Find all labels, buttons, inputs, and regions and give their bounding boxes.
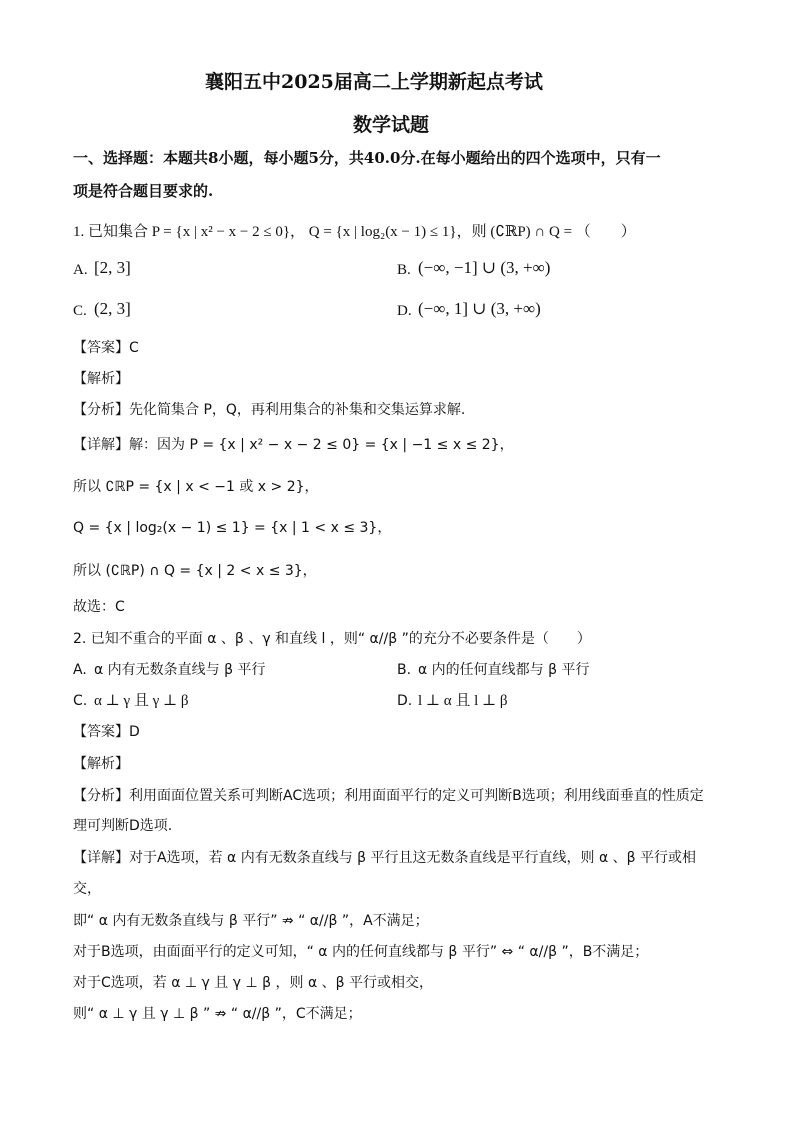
q1-option-c-label: C. — [73, 303, 87, 319]
q2-detail-line: 对于B选项，由面面平行的定义可知，“ α 内的任何直线都与 β 平行” ⇔ “ α//β ”，B不满足； — [73, 944, 649, 960]
q1-detail-line: 所以 ∁ℝP = {x | x < −1 或 x > 2}， — [73, 479, 319, 495]
q2-jiexi: 【解析】 — [73, 756, 129, 772]
q1-detail-line: 所以 (∁ℝP) ∩ Q = {x | 2 < x ≤ 3}， — [73, 563, 317, 579]
q2-option-a: α 内有无数条直线与 β 平行 — [94, 662, 266, 678]
q1-analysis: 【分析】先化简集合 P，Q，再利用集合的补集和交集运算求解. — [73, 402, 466, 418]
q1-option-a: [2, 3] — [94, 258, 131, 277]
q2-option-b: α 内的任何直线都与 β 平行 — [418, 662, 590, 678]
q2-stem: 2. 已知不重合的平面 α 、β 、γ 和直线 l ，则“ α//β ”的充分不必要条件是（ ） — [73, 631, 591, 647]
q2-detail-line: 对于C选项，若 α ⊥ γ 且 γ ⊥ β ，则 α 、β 平行或相交， — [73, 975, 434, 991]
q2-option-d-label: D. — [397, 693, 413, 709]
q1-option-b: (−∞, −1] ∪ (3, +∞) — [418, 258, 551, 277]
q2-option-b-label: B. — [397, 662, 412, 678]
q1-stem: 1. 已知集合 P = {x | x² − x − 2 ≤ 0}， Q = {x | log₂(x − 1) ≤ 1}，则 (∁ℝP) ∩ Q = （ ） — [73, 224, 636, 240]
q2-option-d: l ⊥ α 且 l ⊥ β — [418, 693, 508, 709]
q1-detail-line: Q = {x | log₂(x − 1) ≤ 1} = {x | 1 < x ≤ 3}， — [73, 520, 392, 536]
q2-answer: 【答案】D — [73, 724, 140, 740]
q2-detail-line: 【详解】对于A选项，若 α 内有无数条直线与 β 平行且这无数条直线是平行直线，则 α 、β 平行或相 — [73, 850, 697, 866]
q1-option-a-label: A. — [73, 262, 88, 278]
exam-subject: 数学试题 — [353, 114, 430, 136]
q1-option-d-label: D. — [397, 303, 412, 319]
q1-option-c: (2, 3] — [94, 299, 131, 318]
q1-jiexi: 【解析】 — [73, 371, 129, 387]
q2-analysis-cont: 理可判断D选项. — [73, 818, 173, 834]
q2-detail-line: 交， — [73, 881, 101, 897]
q2-option-c: α ⊥ γ 且 γ ⊥ β — [94, 693, 189, 709]
q2-option-c-label: C. — [73, 693, 88, 709]
q2-detail-line: 则“ α ⊥ γ 且 γ ⊥ β ” ⇏ “ α//β ”，C不满足； — [73, 1006, 362, 1022]
q1-answer: 【答案】C — [73, 340, 139, 356]
q1-option-b-label: B. — [397, 262, 411, 278]
q1-option-d: (−∞, 1] ∪ (3, +∞) — [418, 299, 541, 318]
q2-option-a-label: A. — [73, 662, 87, 678]
section-heading: 一、选择题：本题共8小题，每小题5分，共40.0分.在每小题给出的四个选项中，只有一 — [73, 149, 661, 167]
exam-title: 襄阳五中2025届高二上学期新起点考试 — [205, 71, 543, 93]
q2-analysis: 【分析】利用面面位置关系可判断AC选项；利用面面平行的定义可判断B选项；利用线面垂直的性质定 — [73, 788, 704, 804]
q2-detail-line: 即“ α 内有无数条直线与 β 平行” ⇏ “ α//β ”，A不满足； — [73, 913, 429, 929]
section-heading-cont: 项是符合题目要求的. — [73, 182, 214, 200]
q1-conclusion: 故选：C — [73, 599, 125, 615]
q1-detail-line: 【详解】解：因为 P = {x | x² − x − 2 ≤ 0} = {x | −1 ≤ x ≤ 2}， — [73, 437, 514, 453]
